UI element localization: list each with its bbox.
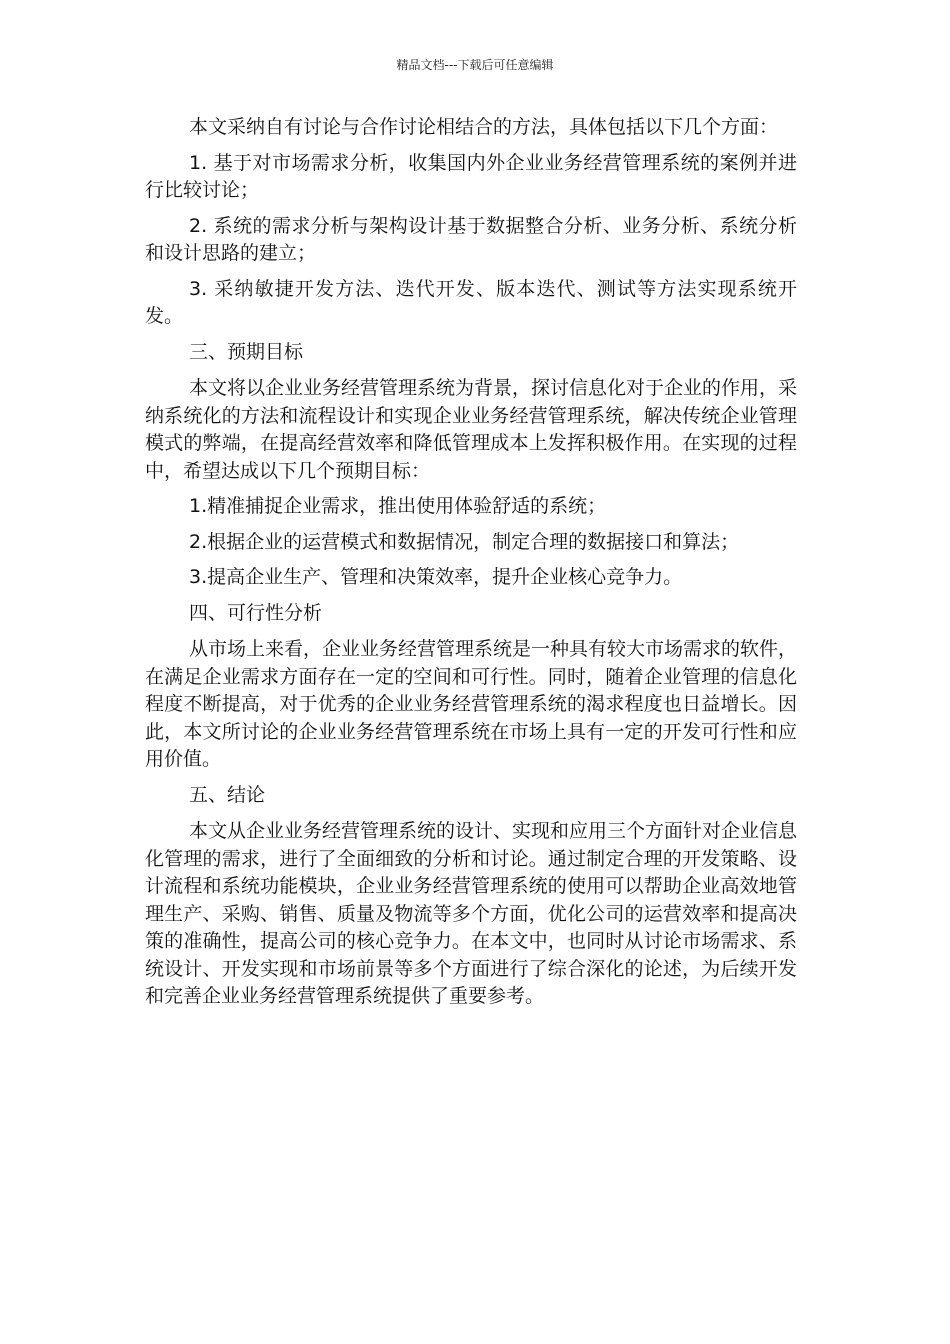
- document-body: [145, 114, 797, 1019]
- section-heading-goals: 三、预期目标: [189, 340, 304, 363]
- section-heading-feasibility: 四、可行性分析: [189, 601, 323, 624]
- conclusion-paragraph: 本文从企业业务经营管理系统的设计、实现和应用三个方面针对企业信息化管理的需求，进行了全面细致的分析和讨论。通过制定合理的开发策略、设计流程和系统功能模块，企业业务经营管理系统的使用可以帮助企业高效地管理生产、采购、销售、质量及物流等多个方面，优化公司的运营效率和提高决策的准确性，提高公司的核心竞争力。在本文中，也同时从讨论市场需求、系统设计、开发实现和市场前景等多个方面进行了综合深化的论述，为后续开发和完善企业业务经营管理系统提供了重要参考。: [145, 820, 798, 1007]
- page-header: 精品文档---下载后可任意编辑: [396, 58, 554, 72]
- method-item-2: 2. 系统的需求分析与架构设计基于数据整合分析、业务分析、系统分析和设计思路的建立；: [145, 214, 797, 264]
- goal-item-2: 2.根据企业的运营模式和数据情况，制定合理的数据接口和算法；: [189, 530, 740, 553]
- goal-item-3: 3.提高企业生产、管理和决策效率，提升企业核心竞争力。: [189, 566, 683, 588]
- method-item-1: 1. 基于对市场需求分析，收集国内外企业业务经营管理系统的案例并进行比较讨论；: [145, 151, 797, 201]
- intro-paragraph: 本文采纳自有讨论与合作讨论相结合的方法，具体包括以下几个方面：: [189, 116, 779, 138]
- section-heading-conclusion: 五、结论: [189, 783, 266, 806]
- feasibility-paragraph: 从市场上来看，企业业务经营管理系统是一种具有较大市场需求的软件，在满足企业需求方面存在一定的空间和可行性。同时，随着企业管理的信息化程度不断提高，对于优秀的企业业务经营管理系统的渴求程度也日益增长。因此，本文所讨论的企业业务经营管理系统在市场上具有一定的开发可行性和应用价值。: [145, 638, 798, 770]
- goals-paragraph: 本文将以企业业务经营管理系统为背景，探讨信息化对于企业的作用，采纳系统化的方法和流程设计和实现企业业务经营管理系统，解决传统企业管理模式的弊端，在提高经营效率和降低管理成本上发挥积极作用。在实现的过程中，希望达成以下几个预期目标：: [145, 377, 798, 482]
- method-item-3: 3. 采纳敏捷开发方法、迭代开发、版本迭代、测试等方法实现系统开发。: [145, 277, 797, 327]
- goal-item-1: 1.精准捕捉企业需求，推出使用体验舒适的系统；: [189, 495, 607, 517]
